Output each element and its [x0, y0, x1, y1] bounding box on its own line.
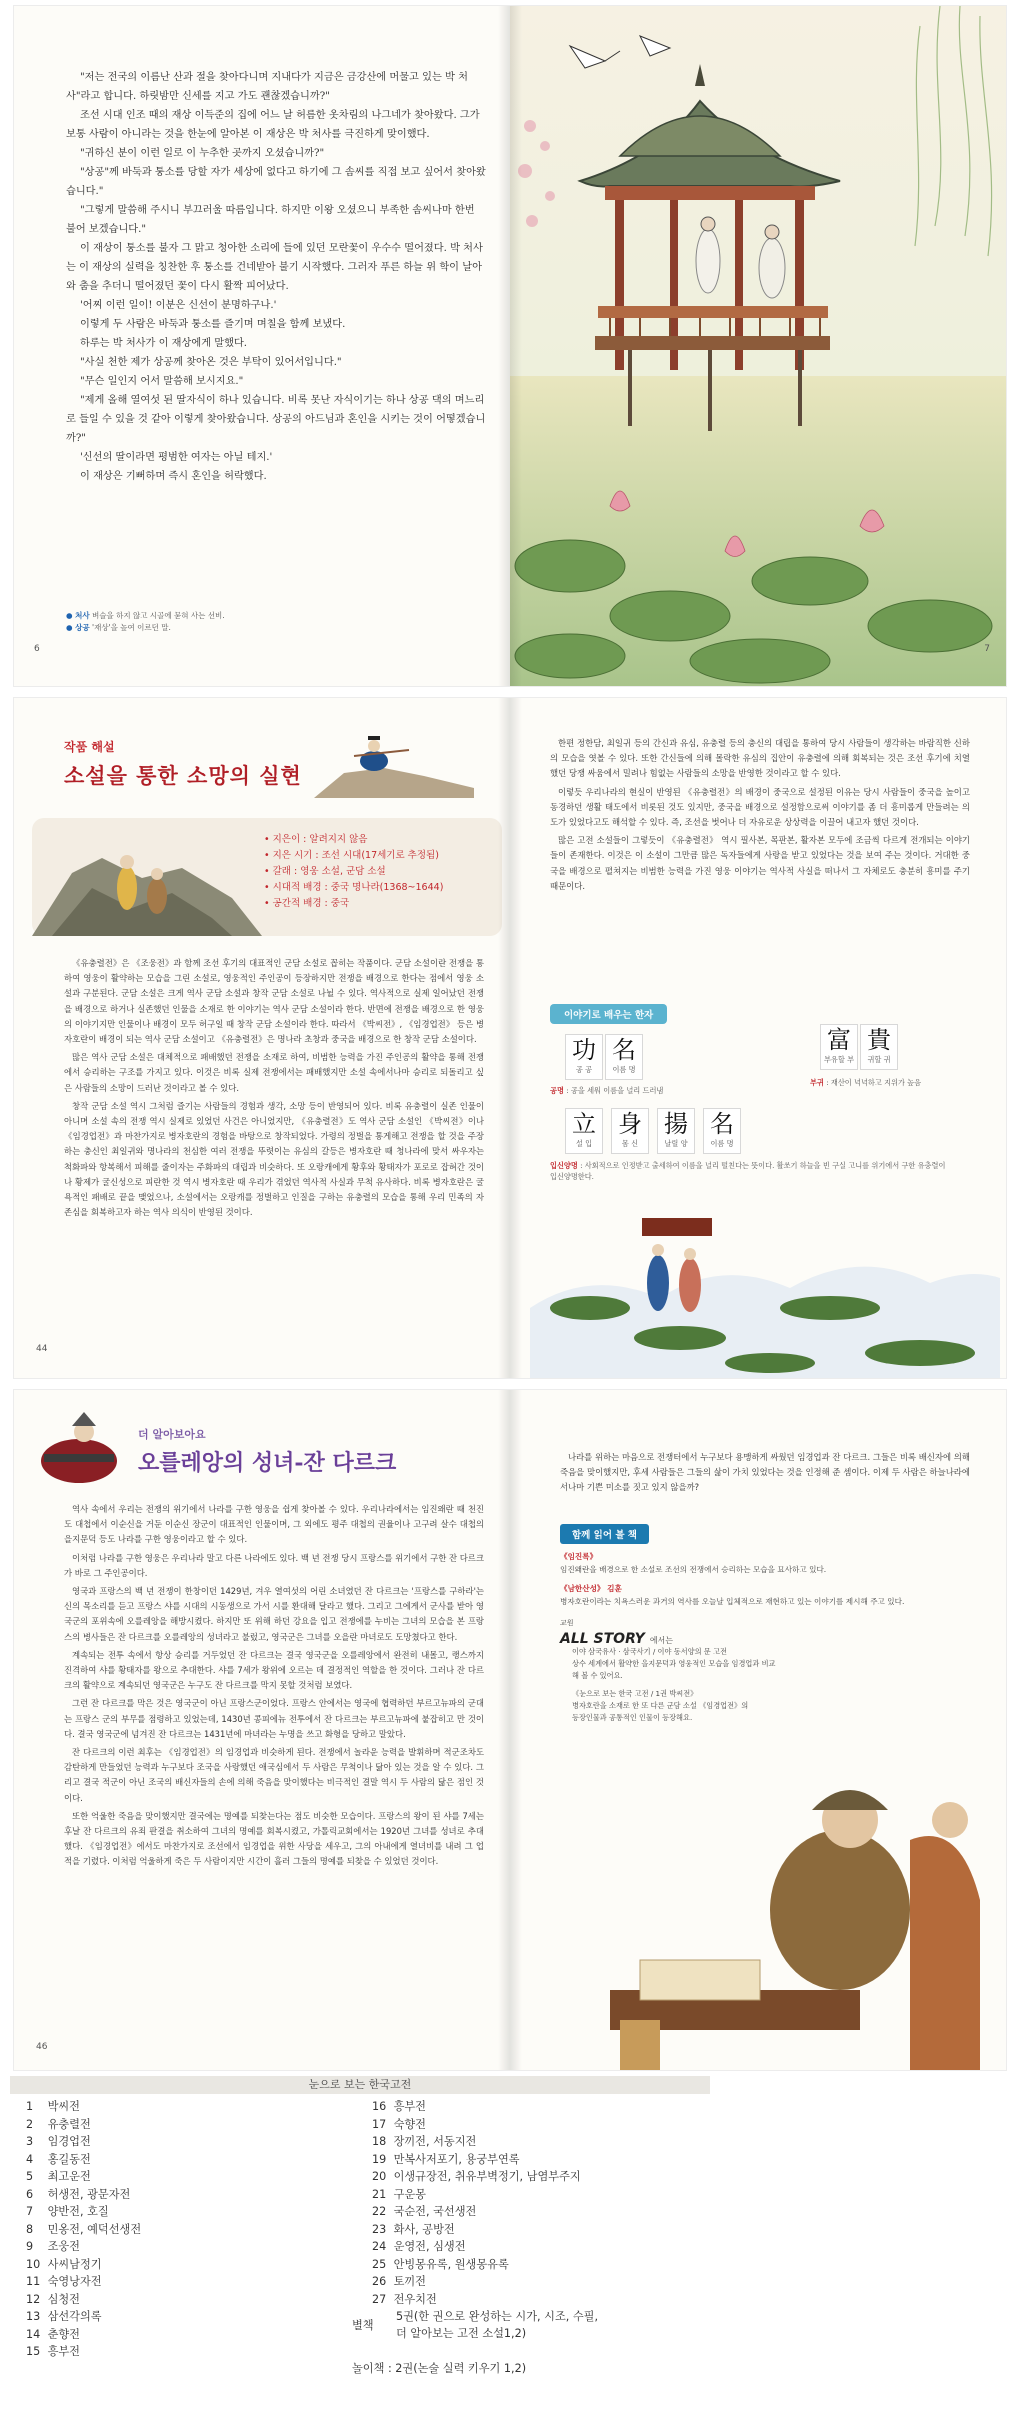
hanja-note-text: : 공을 세워 이름을 널리 드러냄: [566, 1086, 664, 1095]
list-title-text: 운영전, 심생전: [393, 2240, 466, 2253]
list-number: 19: [372, 2152, 387, 2166]
list-title-text: 심청전: [47, 2292, 80, 2306]
snowy-landscape-illustration: [530, 1188, 1000, 1378]
list-number: 14: [26, 2327, 41, 2341]
list-number: 5: [26, 2170, 34, 2183]
list-item: [372, 2116, 710, 2134]
list-title-text: 토끼전: [393, 2275, 426, 2288]
list-item: [26, 2308, 386, 2326]
bonus-volumes: [352, 2308, 710, 2360]
list-title-text: 최고운전: [47, 2170, 91, 2183]
story-paragraph: "그렇게 말씀해 주시니 부끄러울 따름입니다. 하지만 이왕 오셨으니 부족한 솜씨나마 한번 불어 보겠습니다.": [66, 205, 475, 235]
list-number: 11: [26, 2275, 41, 2288]
list-number: 2: [26, 2117, 34, 2131]
list-title-text: 숙영낭자전: [47, 2275, 102, 2288]
book-recommendation: [560, 1550, 960, 1608]
more-intro: [560, 1450, 970, 1499]
list-title: 눈으로 보는 한국고전: [10, 2076, 710, 2094]
hanja-card: [565, 1108, 603, 1154]
story-paragraph: '신선의 딸이라면 평범한 여자는 아닐 테지.': [80, 452, 273, 463]
info-item: • 지은 시기 : 조선 시대(17세기로 추정됨): [264, 848, 443, 864]
info-item: • 지은이 : 알려지지 않음: [264, 832, 443, 848]
book-spread-story: [14, 6, 1006, 686]
list-item: [372, 2273, 710, 2291]
hanja-section-bar: 이야기로 배우는 한자: [550, 1004, 667, 1024]
series-line: 《눈으로 보는 한국 고전 / 1권 박씨전》: [572, 1689, 698, 1698]
story-page-left: [14, 6, 510, 686]
body-paragraph: 또한 억울한 죽음을 맞이했지만 결국에는 명예를 되찾는다는 점도 비슷한 모습이다. 프랑스의 왕이 된 샤를 7세는 후날 잔 다르크의 유죄 판결을 취소하여 그녀의 명예를 회복시켰고, 가톨릭교회에서는 1920년 그녀를 성녀로 추대했다. 《임경업전》에서도 마찬가지로 조선에서 임경업을 위한 사당을 세우고, 그의 아내에게 열녀비를 내려 그 업적을 기렸다. 이처럼 억울하게 죽은 두 사람이지만 시간이 흘러 그들의 명예를 되찾을 수 있었던 것이다.: [64, 1810, 484, 1867]
list-item: [372, 2098, 710, 2116]
commentary-page-right: [510, 698, 1006, 1378]
hanja-meaning: 공 공: [575, 1065, 593, 1074]
list-item: [372, 2151, 710, 2169]
hanja-card: [703, 1108, 741, 1154]
body-paragraph: 많은 고전 소설들이 그렇듯이 《유충렬전》 역시 필사본, 목판본, 활자본 모두에 조금씩 다르게 전개되는 이야기들이 존재한다. 이것은 이 소설이 그만큼 많은 독자들에게 사랑을 받고 있었다는 것을 보여 주는 것이다. 거대한 중국을 배경으로 펼쳐지는 비범한 능력을 가진 영웅 이야기는 역사적 사실을 떠나서 그 자체로도 충분히 흥미를 주기 때문이다.: [550, 835, 970, 891]
hanja-card: [605, 1034, 643, 1080]
body-paragraph: 그런 잔 다르크를 막은 것은 영국군이 아닌 프랑스군이었다. 프랑스 안에서는 영국에 협력하던 부르고뉴파의 군대는 프랑스 군의 부무를 점령하고 있었는데, 1430년 콩피에뉴 전투에서 잔 다르크는 부르고뉴파에 붙잡히고 만 것이다. 결국 영국군에 넘겨진 잔 다르크는 1431년에 마녀라는 누명을 쓰고 화형을 당하고 말았다.: [64, 1698, 484, 1739]
list-number: 9: [26, 2240, 34, 2253]
story-paragraph: 하루는 박 처사가 이 재상에게 말했다.: [80, 338, 248, 349]
story-paragraph: "상공"께 바둑과 퉁소를 당할 자가 세상에 없다고 하기에 그 솜씨를 직접 보고 싶어서 찾아왔습니다.": [66, 167, 486, 197]
list-title-text: 흥부전: [47, 2345, 80, 2358]
logo-top: 교원: [560, 1619, 574, 1627]
list-title-text: 박씨전: [47, 2100, 80, 2113]
book-gutter: [498, 1390, 522, 2070]
list-number: 17: [372, 2117, 387, 2131]
story-paragraph: 조선 시대 인조 때의 재상 이득준의 집에 어느 날 허름한 옷차림의 나그네가 찾아왔다. 그가 보통 사람이 아니라는 것을 한눈에 알아본 이 재상은 박 처사를 극진하게 맞이했다.: [66, 110, 480, 140]
list-item: [26, 2203, 386, 2221]
hanja-note: [550, 1160, 950, 1182]
section-tag: 더 알아보아요: [138, 1428, 206, 1441]
list-number: 25: [372, 2257, 387, 2271]
section-title: 소설을 통한 소망의 실현: [64, 763, 302, 788]
commentary-body-right: [550, 736, 970, 897]
list-title-text: 사씨남정기: [47, 2257, 102, 2271]
body-paragraph: 잔 다르크의 이런 최후는 《임경업전》의 임경업과 비슷하게 된다. 전쟁에서 놀라운 능력을 발휘하며 적군조차도 감탄하게 만들었던 능력과 누구보다 조국을 사랑했던 애국심에서 두 사람은 무척이나 닮아 있는 것을 알 수 있다. 그리고 결국 적군이 아닌 조국의 배신자들의 손에 의해 죽음을 맞이했다는 비극적인 결말 역시 두 사람의 닮은 점인 것이다.: [64, 1747, 484, 1803]
logo-main: ALL STORY: [560, 1631, 645, 1647]
info-item: • 갈래 : 영웅 소설, 군담 소설: [264, 864, 443, 880]
body-paragraph: 역사 속에서 우리는 전쟁의 위기에서 나라를 구한 영웅을 쉽게 찾아볼 수 있다. 우리나라에서는 임진왜란 때 천진도 대첩에서 이순신을 거둔 이순신 장군이 대표적인 인물이며, 그 외에도 평주 대첩의 권율이나 고구려 살수 대첩의 을지문덕 등도 나라를 구한 영웅이라고 할 수 있다.: [64, 1504, 484, 1545]
story-paragraph: "제게 올해 열여섯 된 딸자식이 하나 있습니다. 비록 못난 자식이기는 하나 상공 댁의 며느리로 들일 수 있을 것 같아 이렇게 찾아왔습니다. 상공의 아드님과 혼인을 시키는 것이 어떻겠습니까?": [66, 395, 486, 444]
series-line: 상수 세계에서 활약한 을지문덕과 영웅적인 모습을 임경업과 비교: [572, 1659, 776, 1668]
section-title: 오를레앙의 성녀-잔 다르크: [138, 1450, 397, 1476]
body-paragraph: 영국과 프랑스의 백 년 전쟁이 한창이던 1429년, 겨우 열여섯의 어린 소녀였던 잔 다르크는 '프랑스를 구하라'는 신의 목소리를 듣고 프랑스 샤를 시대의 시동생으로 가서 시를 환대해 달라고 했다. 그리고 그에게서 군사를 받아 영국군의 포위속에 오를레앙을 해방시켰다. 하지만 또 위해 하던 강요을 입고 전쟁에를 누비는 그녀의 모습을 본 프랑스의 병사들은 잔 다르크를 오를레앙의 성녀라고 불렀고, 영국군은 그녀를 오을란 마녀로도 도망쳤다고 한다.: [64, 1586, 484, 1642]
bonus-line: 더 알아보는 고전 소설1,2): [396, 2327, 527, 2340]
hanja-card: [611, 1108, 649, 1154]
story-paragraph: 이렇게 두 사람은 바둑과 퉁소를 즐기며 며칠을 함께 보냈다.: [80, 319, 346, 330]
list-item: [372, 2221, 710, 2239]
commentary-body-left: [64, 956, 484, 1223]
footnote: ● 처사 벼슬을 하지 않고 시골에 묻혀 사는 선비.: [66, 611, 225, 620]
list-title-text: 안빙몽유록, 원생몽유록: [393, 2257, 509, 2271]
list-title-text: 조웅전: [47, 2240, 80, 2253]
book-description: 임진왜란을 배경으로 한 소설로 조선의 전쟁에서 승리하는 모습을 묘사하고 있다.: [560, 1565, 827, 1574]
hanja-meaning: 이름 명: [710, 1139, 734, 1148]
list-item: [26, 2133, 386, 2151]
hanja-char: 身: [618, 1110, 642, 1138]
body-paragraph: 《유충렬전》은 《조웅전》과 함께 조선 후기의 대표적인 군담 소설로 꼽히는 작품이다. 군담 소설이란 전쟁을 통하여 영웅이 활약하는 모습을 그린 소설로, 영웅적인 주인공이 등장하지만 전쟁을 배경으로 한다는 점에서 영웅 소설과 구분된다. 군담 소설은 크게 역사 군담 소설과 창작 군담 소설로 나뉠 수 있다. 역사적으로 실제 일어났던 전쟁을 배경으로 하거나 실존했던 인물을 소재로 한 이야기는 역사 군담 소설이라 한다. 반면에 전쟁을 배경으로 한 영웅의 이야기지만 인물이나 배경이 모두 허구일 때 창작 군담 소설이라 한다. 따라서 《박씨전》, 《임경업전》 등은 병자호란이 배경이 되는 역사 군담 소설이고 《유충렬전》은 명나라 초창과 중국을 배경으로 한 창작 군담 소설이다.: [64, 958, 484, 1045]
list-item: [372, 2256, 710, 2274]
list-title-text: 민옹전, 예덕선생전: [47, 2222, 142, 2236]
body-paragraph: 창작 군담 소설 역시 그처럼 즐기는 사람들의 경험과 생각, 소망 등이 반영되어 있다. 비록 유충렬이 실존 인물이 아니며 소설 속의 전쟁 역시 실제로 있었던 사건은 아니었지만, 《유충렬전》도 역사 군담 소설인 《박씨전》이나 《임경업전》과 마찬가지로 병자호란의 경험을 바탕으로 창작되었다. 가령의 정벌을 통게해고 전쟁을 할 것을 주장하는 충신인 최일귀와 명나라의 천심한 여러 전쟁을 뚜렷이는 유심의 갈등은 병자호란 때 청나라에 맞서 싸우자는 척화파와 항복해서 피해를 줄이자는 주화파의 대립과 비슷하다. 또 오랑캐에게 황후와 황태자가 포로로 잡혀간 것이나 황제가 굴신성으로 피란한 것 역시 병자호란 때 우리가 겪었던 역사적 사실과 무척 유사하다. 비록 병자호란은 굴욕적인 패배로 끝을 맺었으나, 소설에서는 오랑캐를 정벌하고 인질을 구하는 유충렬의 모습을 통해 우리 민족의 자존심을 회복하고자 하는 역사 의식이 반영된 것이다.: [64, 1100, 484, 1218]
activity-books: 놀이책 : 2권(논술 실력 키우기 1,2): [352, 2362, 527, 2375]
story-paragraph: 이 재상이 퉁소를 불자 그 맑고 청아한 소리에 들에 있던 모란꽃이 우수수 떨어졌다. 박 처사는 이 재상의 실력을 칭찬한 후 퉁소를 건네받아 불기 시작했다. 그러자 푸른 하늘 위 학이 날아와 춤을 추더니 떨어졌던 꽃이 다시 활짝 피어났다.: [66, 243, 483, 292]
warrior-illustration: [24, 1406, 134, 1486]
list-number: 3: [26, 2135, 34, 2148]
body-paragraph: 한편 정한담, 최일귀 등의 간신과 유심, 유충렬 등의 충신의 대립을 통하여 당시 사람들이 생각하는 바람직한 신하의 모습을 엿볼 수 있다. 또한 간신들에 의해 몰락한 유심의 집안이 유충렬에 의해 회복되는 것은 조선 후기에 치열했던 당쟁 싸움에서 밀려나 힘없는 사람들의 소망을 반영한 것이라고 할 수 있다.: [550, 738, 970, 779]
hanja-char: 名: [612, 1036, 636, 1064]
series-line: 이야 삼국유사 · 삼국사기 / 이야 동서양의 문 고전: [572, 1647, 727, 1656]
hanja-char: 富: [827, 1026, 851, 1054]
scholar-on-cliff-illustration: [314, 728, 474, 798]
hanja-note: [550, 1086, 663, 1096]
list-item: [372, 2186, 710, 2204]
list-number: 16: [372, 2100, 387, 2113]
list-number: 10: [26, 2257, 41, 2271]
hanja-meaning: 날릴 양: [664, 1139, 688, 1148]
list-number: 4: [26, 2152, 34, 2166]
hanja-card: [820, 1024, 858, 1070]
body-paragraph: 이렇듯 우리나라의 현실이 반영된 《유충렬전》의 배경이 중국으로 설정된 이유는 당시 사람들이 중국을 높이고 동경하던 생활 태도에서 비롯된 것도 있지만, 중국을 배경으로 설정함으로써 이야기를 좀 더 흥미롭게 만들려는 의도가 있었다고도 해석할 수 있다. 즉, 조선을 벗어나 더 자유로운 상상력을 이끌어 내고자 했던 것이다.: [550, 786, 970, 828]
list-title-text: 흥부전: [393, 2100, 426, 2113]
story-illustration-page: [510, 6, 1006, 686]
book-description: 병자호란이라는 치욕스러운 과거의 역사를 오늘날 입체적으로 재현하고 있는 이야기를 제시해 주고 있다.: [560, 1597, 905, 1606]
story-paragraph: "무슨 일인지 어서 말씀해 보시지요.": [80, 376, 244, 387]
list-number: 21: [372, 2187, 387, 2201]
list-item: [26, 2116, 386, 2134]
bonus-line: 5권(한 권으로 완성하는 시가, 시조, 수필,: [396, 2310, 599, 2323]
list-number: 8: [26, 2222, 34, 2236]
list-title-text: 춘향전: [47, 2327, 80, 2341]
list-item: [26, 2098, 386, 2116]
list-item: [372, 2133, 710, 2151]
page-number: 7: [984, 644, 990, 654]
hanja-meaning: 설 입: [575, 1139, 593, 1148]
hanja-char: 名: [710, 1110, 734, 1138]
info-item: • 공간적 배경 : 중국: [264, 896, 443, 912]
list-title-text: 국순전, 국선생전: [393, 2205, 477, 2218]
section-tag: 작품 해설: [64, 740, 115, 754]
list-number: 15: [26, 2345, 41, 2358]
list-item: [26, 2221, 386, 2239]
page-number: 46: [36, 2042, 48, 2052]
list-item: [26, 2326, 386, 2344]
hanja-meaning: 몸 신: [621, 1139, 639, 1148]
hanja-note-label: 부귀: [810, 1078, 824, 1087]
general-writing-illustration: [580, 1780, 1000, 2070]
list-item: [372, 2238, 710, 2256]
story-paragraph: "저는 전국의 이름난 산과 절을 찾아다니며 지내다가 지금은 금강산에 머물고 있는 박 처사"라고 합니다. 하릿밤만 신세를 지고 가도 괜찮겠습니까?": [66, 72, 468, 102]
list-title-text: 숙향전: [393, 2117, 426, 2131]
page-number: 44: [36, 1344, 48, 1354]
hanja-card: [565, 1034, 603, 1080]
list-title-text: 임경업전: [47, 2135, 91, 2148]
hanja-note-text: : 사회적으로 인정받고 출세하여 이름을 널리 떨친다는 뜻이다. 활쏘기 하늘을 빈 구실 고니를 위기에서 구한 유충렬이 입신양명한다.: [550, 1161, 946, 1181]
footnote-text: 벼슬을 하지 않고 시골에 묻혀 사는 선비.: [92, 611, 225, 620]
work-info-list: [264, 832, 443, 912]
book-title: 《남한산성》 김훈: [560, 1584, 622, 1593]
series-title-list: [10, 2076, 710, 2412]
body-paragraph: 계속되는 전투 속에서 항상 승리를 거두었던 잔 다르크는 결국 영국군을 오를레앙에서 완전히 내몰고, 랭스까지 진격하여 샤를 황태자를 왕으로 추대한다. 샤를 7세가 왕위에 오르는 데 결정적인 역할을 한 것이다. 그러나 잔 다르크의 활약으로 계속되던 영국군은 누구도 잔 다르크를 막지 못할 것처럼 보였다.: [64, 1649, 484, 1691]
hanja-char: 立: [572, 1110, 596, 1138]
series-line: 해 볼 수 있어요.: [572, 1671, 623, 1680]
hanja-meaning: 부유할 부: [823, 1055, 855, 1064]
more-page-right: [510, 1390, 1006, 2070]
list-number: 1: [26, 2100, 34, 2113]
commentary-page-left: [14, 698, 510, 1378]
more-body-left: [64, 1502, 484, 1873]
footnote: ● 상공 '재상'을 높여 이르던 말.: [66, 623, 171, 632]
book-spread-more: [14, 1390, 1006, 2070]
list-item: [26, 2256, 386, 2274]
list-title-text: 홍길동전: [47, 2152, 91, 2166]
story-paragraph: 이 재상은 기뻐하며 즉시 혼인을 허락했다.: [80, 471, 267, 482]
more-page-left: [14, 1390, 510, 2070]
story-text: [66, 68, 486, 486]
list-number: 20: [372, 2170, 387, 2183]
hanja-char: 揚: [664, 1110, 688, 1138]
body-paragraph: 이처럼 나라를 구한 영웅은 우리나라 말고 다른 나라에도 있다. 백 년 전쟁 당시 프랑스를 위기에서 구한 잔 다르크가 바로 그 주인공이다.: [64, 1552, 484, 1578]
hanja-note-text: : 재산이 넉넉하고 지위가 높음: [826, 1078, 922, 1087]
hanja-meaning: 귀할 귀: [867, 1055, 891, 1064]
list-number: 23: [372, 2222, 387, 2236]
list-item: [26, 2238, 386, 2256]
read-together-bar: 함께 읽어 볼 책: [560, 1524, 649, 1544]
list-item: [26, 2273, 386, 2291]
book-title: 《임진록》: [560, 1552, 598, 1561]
list-number: 26: [372, 2275, 387, 2288]
list-item: [26, 2186, 386, 2204]
list-column-left: [26, 2098, 386, 2361]
hanja-note: [810, 1078, 921, 1088]
book-gutter: [498, 6, 522, 686]
list-title-text: 양반전, 호질: [47, 2205, 109, 2218]
series-line: 병자호란을 소재로 한 또 다른 군담 소설 《임경업전》의: [572, 1701, 749, 1710]
list-title-text: 허생전, 광문자전: [47, 2187, 131, 2201]
list-number: 27: [372, 2292, 387, 2306]
list-item: [26, 2343, 386, 2361]
pavilion-illustration: [510, 6, 1006, 686]
logo-suffix: 에서는: [649, 1636, 673, 1645]
info-item: • 시대적 배경 : 중국 명나라(1368~1644): [264, 880, 443, 896]
footnote-label: 상공: [75, 623, 90, 632]
list-title-text: 삼선각의록: [47, 2310, 102, 2323]
series-line: 등장인물과 공통적인 인물이 등장해요.: [572, 1713, 693, 1722]
list-item: [26, 2168, 386, 2186]
list-number: 6: [26, 2187, 34, 2201]
page-number: 6: [34, 644, 40, 654]
list-item: [372, 2168, 710, 2186]
list-title-text: 만복사저포기, 용궁부연록: [393, 2152, 520, 2166]
hanja-card: [657, 1108, 695, 1154]
list-item: [372, 2291, 710, 2309]
hanja-note-label: 입신양명: [550, 1161, 578, 1170]
book-spread-commentary: [14, 698, 1006, 1378]
list-title-text: 전우치전: [393, 2292, 437, 2306]
list-item: [26, 2291, 386, 2309]
hanja-card: [860, 1024, 898, 1070]
story-paragraph: '어찌 이런 일이! 이분은 신선이 분명하구나.': [80, 300, 277, 311]
hanja-note-label: 공명: [550, 1086, 564, 1095]
footnote-text: '재상'을 높여 이르던 말.: [92, 623, 171, 632]
list-number: 24: [372, 2240, 387, 2253]
list-column-right: [352, 2098, 710, 2378]
list-title-text: 유충렬전: [47, 2117, 91, 2131]
book-gutter: [498, 698, 522, 1378]
allstory-logo: [560, 1618, 673, 1647]
hanja-meaning: 이름 명: [612, 1065, 636, 1074]
list-number: 12: [26, 2292, 41, 2306]
list-number: 13: [26, 2310, 41, 2323]
footnote-label: 처사: [75, 611, 90, 620]
list-item: [372, 2203, 710, 2221]
list-number: 22: [372, 2205, 387, 2218]
list-title-text: 이생규장전, 취유부벽정기, 남염부주지: [393, 2170, 581, 2183]
story-paragraph: "사실 천한 제가 상공께 찾아온 것은 부탁이 있어서입니다.": [80, 357, 342, 368]
hermit-illustration: [32, 818, 262, 936]
hanja-char: 功: [572, 1036, 596, 1064]
series-note: [572, 1646, 812, 1724]
body-paragraph: 나라를 위하는 마음으로 전쟁터에서 누구보다 용맹하게 싸웠던 임경업과 잔 다르크. 그들은 비록 배신자에 의해 죽음을 맞이했지만, 후세 사람들은 그들의 삶이 가치 있었다는 것을 인정해 준 셈이다. 이제 두 사람은 하늘나라에서나마 기쁜 미소를 짓고 있지 않을까?: [560, 1452, 970, 1493]
list-title-text: 장끼전, 서동지전: [393, 2135, 477, 2148]
list-item: [26, 2151, 386, 2169]
list-title-text: 구운몽: [393, 2187, 426, 2201]
story-paragraph: "귀하신 분이 이런 일로 이 누추한 곳까지 오셨습니까?": [80, 148, 325, 159]
body-paragraph: 많은 역사 군담 소설은 대체적으로 패배했던 전쟁을 소재로 하여, 비범한 능력을 가진 주인공의 활약을 통해 전쟁에서 승리하는 구조를 가지고 있다. 이것은 비록 실제 전쟁에서는 패배했지만 소설 속에서나마 승리로 되돌리고 싶은 사람들의 소망이 드러난 것이라고 볼 수 있다.: [64, 1052, 484, 1093]
list-title-text: 화사, 공방전: [393, 2222, 455, 2236]
list-number: 18: [372, 2135, 387, 2148]
hanja-char: 貴: [867, 1026, 891, 1054]
bonus-label: 별책: [352, 2319, 374, 2332]
list-number: 7: [26, 2205, 34, 2218]
